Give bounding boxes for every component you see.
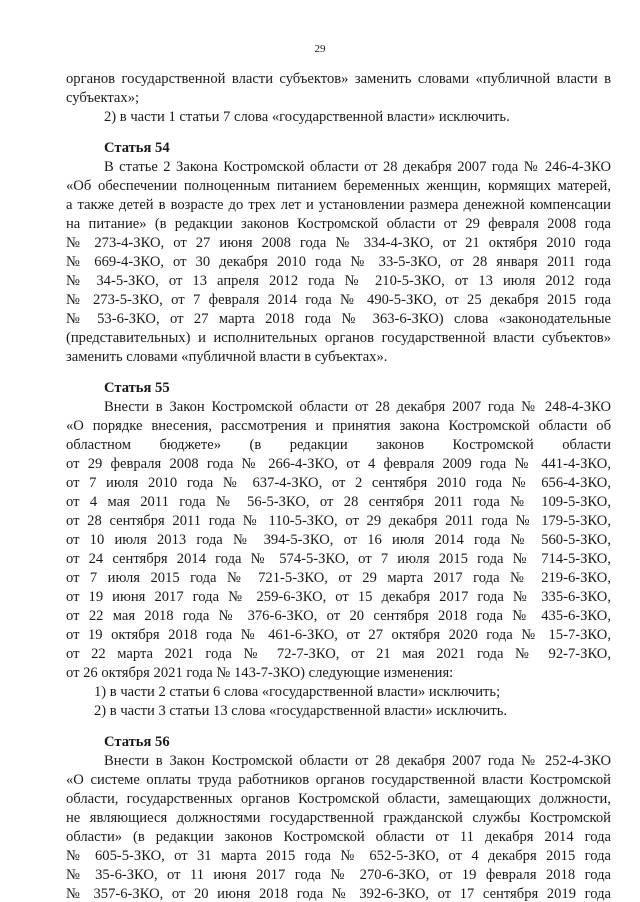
text-line: от 7 июля 2015 года № 721-5-ЗКО, от 29 марта 2017 года № 219-6-ЗКО, xyxy=(66,570,611,586)
text-line: № 357-6-ЗКО, от 20 июня 2018 года № 392-6-ЗКО, от 17 сентября 2019 года xyxy=(66,886,611,902)
text-line: Внести в Закон Костромской области от 28 декабря 2007 года № 252-4-ЗКО xyxy=(104,753,611,769)
text-line: (представительных) и исполнительных органов государственной власти субъектов» xyxy=(66,330,611,346)
article-heading: Статья 56 xyxy=(104,734,170,750)
text-line: областном бюджете» (в редакции законов Костромской области xyxy=(66,437,611,453)
text-line: заменить словами «публичной власти в субъектах». xyxy=(66,349,388,365)
text-line: области» (в редакции законов Костромской области от 11 декабря 2014 года xyxy=(66,829,611,845)
text-line: области, государственных органов Костромской области, замещающих должности, xyxy=(66,791,611,807)
text-line: не являющиеся должностями государственной гражданской службы Костромской xyxy=(66,810,611,826)
text-line: а также детей в возрасте до трех лет и установлении размера денежной компенсации xyxy=(66,197,611,213)
text-line: на питание» (в редакции законов Костромской области от 29 февраля 2008 года xyxy=(66,216,611,232)
text-line: № 34-5-ЗКО, от 13 апреля 2012 года № 210-5-ЗКО, от 13 июля 2012 года xyxy=(66,273,611,289)
text-line: «Об обеспечении полноценным питанием беременных женщин, кормящих матерей, xyxy=(66,178,611,194)
list-item: 1) в части 2 статьи 6 слова «государственной власти» исключить; xyxy=(94,684,501,700)
text-line: В статье 2 Закона Костромской области от 28 декабря 2007 года № 246-4-ЗКО xyxy=(104,159,611,175)
text-line: от 10 июля 2013 года № 394-5-ЗКО, от 16 июля 2014 года № 560-5-ЗКО, xyxy=(66,532,611,548)
text-line: от 4 мая 2011 года № 56-5-ЗКО, от 28 сентября 2011 года № 109-5-ЗКО, xyxy=(66,494,611,510)
text-line: от 19 июня 2017 года № 259-6-ЗКО, от 15 декабря 2017 года № 335-6-ЗКО, xyxy=(66,589,611,605)
list-item: 2) в части 3 статьи 13 слова «государственной власти» исключить. xyxy=(94,703,508,719)
text-line: от 7 июля 2010 года № 637-4-ЗКО, от 2 сентября 2010 года № 656-4-ЗКО, xyxy=(66,475,611,491)
text-line: № 273-4-ЗКО, от 27 июня 2008 года № 334-4-ЗКО, от 21 октября 2010 года xyxy=(66,235,611,251)
text-line: от 22 марта 2021 года № 72-7-ЗКО, от 21 мая 2021 года № 92-7-ЗКО, xyxy=(66,646,611,662)
text-line: органов государственной власти субъектов» заменить словами «публичной власти в xyxy=(66,71,611,87)
text-line: от 24 сентября 2014 года № 574-5-ЗКО, от 7 июля 2015 года № 714-5-ЗКО, xyxy=(66,551,611,567)
text-line: от 22 мая 2018 года № 376-6-ЗКО, от 20 сентября 2018 года № 435-6-ЗКО, xyxy=(66,608,611,624)
text-line: от 28 сентября 2011 года № 110-5-ЗКО, от 29 декабря 2011 года № 179-5-ЗКО, xyxy=(66,513,611,529)
text-line: от 29 февраля 2008 года № 266-4-ЗКО, от 4 февраля 2009 года № 441-4-ЗКО, xyxy=(66,456,611,472)
page-number: 29 xyxy=(314,43,326,55)
text-line: Внести в Закон Костромской области от 28 декабря 2007 года № 248-4-ЗКО xyxy=(104,399,611,415)
text-line: от 26 октября 2021 года № 143-7-ЗКО) следующие изменения: xyxy=(66,665,454,681)
article-heading: Статья 55 xyxy=(104,380,170,396)
text-line: от 19 октября 2018 года № 461-6-ЗКО, от 27 октября 2020 года № 15-7-ЗКО, xyxy=(66,627,611,643)
text-line: «О системе оплаты труда работников органов государственной власти Костромской xyxy=(66,772,611,788)
text-line: № 273-5-ЗКО, от 7 февраля 2014 года № 490-5-ЗКО, от 25 декабря 2015 года xyxy=(66,292,611,308)
text-line: «О порядке внесения, рассмотрения и принятия закона Костромской области об xyxy=(66,418,611,434)
text-line: № 35-6-ЗКО, от 11 июня 2017 года № 270-6-ЗКО, от 19 февраля 2018 года xyxy=(66,867,611,883)
text-line: № 53-6-ЗКО, от 27 марта 2018 года № 363-6-ЗКО) слова «законодательные xyxy=(66,311,611,327)
text-line: субъектах»; xyxy=(66,90,140,106)
text-line: № 669-4-ЗКО, от 30 декабря 2010 года № 33-5-ЗКО, от 28 января 2011 года xyxy=(66,254,611,270)
article-heading: Статья 54 xyxy=(104,140,170,156)
text-line: 2) в части 1 статьи 7 слова «государственной власти» исключить. xyxy=(104,109,510,125)
text-line: № 605-5-ЗКО, от 31 марта 2015 года № 652-5-ЗКО, от 4 декабря 2015 года xyxy=(66,848,611,864)
